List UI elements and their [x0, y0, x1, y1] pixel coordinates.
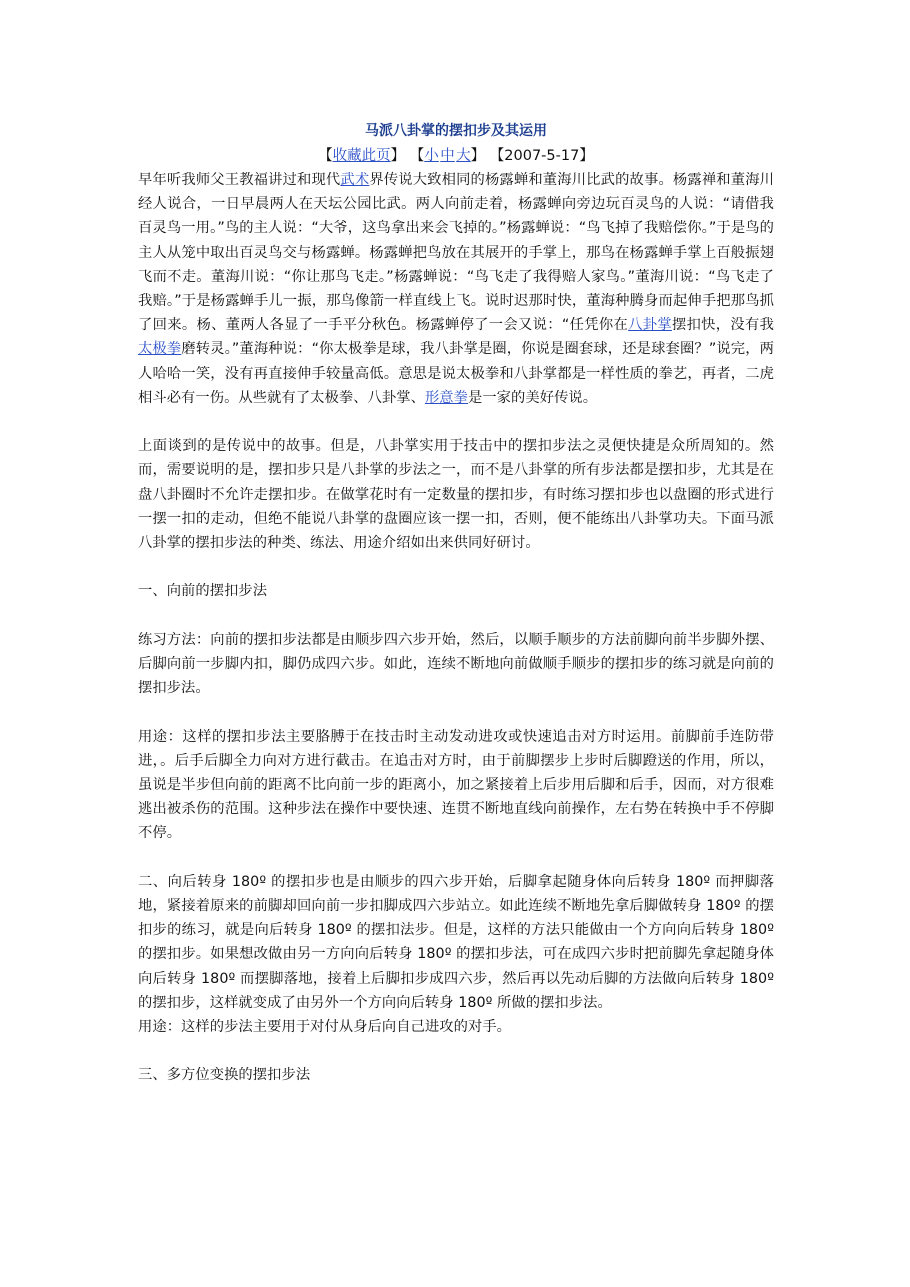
text-span: 摆扣快，没有我 — [671, 317, 775, 334]
link-xingyiquan[interactable]: 形意拳 — [424, 389, 468, 406]
font-size-large-link[interactable]: 大 — [456, 148, 471, 164]
paragraph-gap — [138, 700, 774, 724]
link-baguazhang[interactable]: 八卦掌 — [628, 317, 672, 334]
section-heading-multidirection: 三、多方位变换的摆扣步法 — [138, 1067, 311, 1084]
paragraph-gap — [138, 410, 774, 434]
bracket: 【 — [409, 148, 425, 164]
text-span: 界传说大致相同的杨露蝉和董海川比武的故事。杨露禅和董海川经人说合，一日早晨两人在天坛公园比武。两人向前走着，杨露蝉向旁边玩百灵鸟的人说：“请借我百灵鸟一用。”鸟的主人说：“大爷，这鸟拿出来会飞掉的。”杨露蝉说：“鸟飞掉了我赔偿你。”于是鸟的主人从笼中取出百灵鸟交与杨露蝉。杨露蝉把鸟放在其展开的手掌上，那鸟在杨露蝉手掌上百般振翅飞而不走。董海川说：“你让那鸟飞走。”杨露蝉说：“鸟飞走了我得赔人家鸟。”董海川说：“鸟飞走了我赔。”于是杨露蝉手儿一振，那鸟像箭一样直线上飞。说时迟那时快，董海种腾身而起伸手把那鸟抓了回来。杨、董两人各显了一手平分秋色。杨露蝉停了一会又说：“任凭你在 — [138, 172, 775, 334]
bracket: 】 — [390, 148, 406, 164]
bracket: 】 — [470, 148, 486, 164]
paragraph-usage: 用途：这样的摆扣步法主要胳膊于在技击时主动发动进攻或快速追击对方时运用。前脚前手连防带进，。后手后脚全力向对方进行截击。在追击对方时，由于前脚摆步上步时后脚蹬送的作用，所以，虽说是半步但向前的距离不比向前一步的距离小，加之紧接着上后步用后脚和后手，因而，对方很难逃出被杀伤的范围。这种步法在操作中要快速、连贯不断地直线向前操作，左右势在转换中手不停脚不停。 — [138, 728, 774, 842]
paragraph-turn-180: 二、向后转身 180º 的摆扣步也是由顺步的四六步开始，后脚拿起随身体向后转身 180º 而押脚落地，紧接着原来的前脚却回向前一步扣脚成四六步站立。如此连续不断地先拿后脚做转身 180º 的摆扣步的练习，就是向后转身 180º 的摆扣法步。但是，这样的方法只能做由一个方向向后转身 180º 的摆扣步。如果想改做由另一方向向后转身 180º 的摆扣步法，可在成四六步时把前脚先拿起随身体向后转身 180º 而摆脚落地，接着上后脚扣步成四六步，然后再以先动后脚的方法做向后转身 180º 的摆扣步，这样就变成了由另外一个方向向后转身 180º 所做的摆扣步法。 — [138, 873, 774, 1011]
paragraph-turn-usage: 用途：这样的步法主要用于对付从身后向自己进攻的对手。 — [138, 1019, 512, 1036]
text-span: 早年听我师父王教福讲过和现代 — [138, 172, 341, 188]
article — [138, 118, 774, 1088]
article-title: 马派八卦掌的摆扣步及其运用 — [365, 123, 547, 139]
text-span: 磨转灵。”董海种说：“你太极拳是球，我八卦掌是圈，你说是圈套球，还是球套圈？”说完，两人哈哈一笑，没有再直接伸手较量高低。意思是说太极拳和八卦掌都是一样性质的拳艺，再者，二虎相斗必有一伤。从些就有了太极拳、八卦掌、 — [138, 341, 775, 406]
section-heading-forward: 一、向前的摆扣步法 — [138, 583, 268, 600]
favorite-link[interactable]: 收藏此页 — [332, 148, 391, 164]
link-wushu[interactable]: 武术 — [340, 172, 370, 188]
article-meta — [138, 144, 774, 168]
paragraph-legend — [138, 168, 774, 410]
paragraph-gap — [138, 604, 774, 628]
link-taijiquan[interactable]: 太极拳 — [138, 341, 182, 358]
bracket: 【 — [318, 148, 333, 164]
text-span: 是一家的美好传说。 — [467, 389, 598, 406]
font-size-medium-link[interactable]: 中 — [440, 148, 455, 164]
font-size-small-link[interactable]: 小 — [424, 148, 439, 164]
article-body — [138, 168, 774, 1088]
paragraph-gap — [138, 555, 774, 579]
publish-date: 【2007-5-17】 — [489, 148, 594, 164]
paragraph-practice-method: 练习方法：向前的摆扣步法都是由顺步四六步开始，然后，以顺手顺步的方法前脚向前半步脚外摆、后脚向前一步脚内扣，脚仍成四六步。如此，连续不断地向前做顺手顺步的摆扣步的练习就是向前的摆扣步法。 — [138, 631, 774, 697]
paragraph-gap — [138, 846, 774, 870]
paragraph-intro: 上面谈到的是传说中的故事。但是，八卦掌实用于技击中的摆扣步法之灵便快捷是众所周知的。然而，需要说明的是，摆扣步只是八卦掌的步法之一，而不是八卦掌的所有步法都是摆扣步，尤其是在盘八卦圈时不允许走摆扣步。在做掌花时有一定数量的摆扣步，有时练习摆扣步也以盘圈的形式进行一摆一扣的走动，但绝不能说八卦掌的盘圈应该一摆一扣，否则，便不能练出八卦掌功夫。下面马派八卦掌的摆扣步法的种类、练法、用途介绍如出来供同好研讨。 — [138, 438, 774, 552]
paragraph-gap — [138, 1039, 774, 1063]
